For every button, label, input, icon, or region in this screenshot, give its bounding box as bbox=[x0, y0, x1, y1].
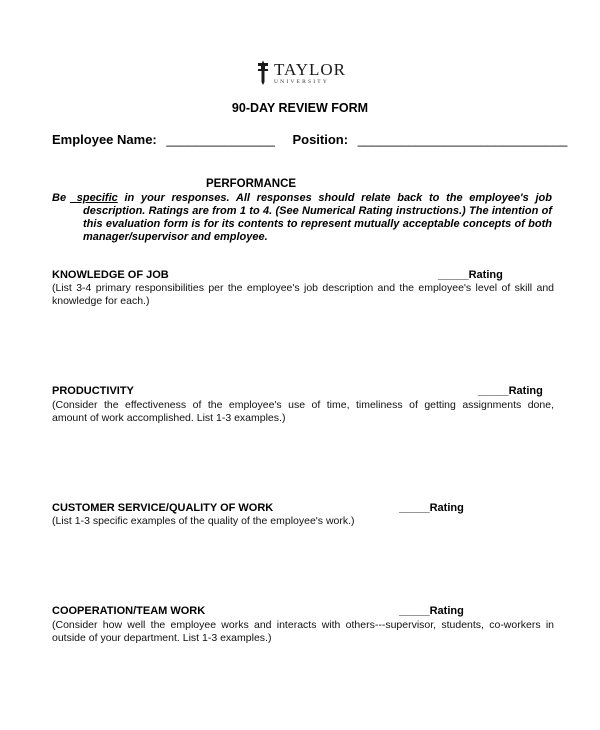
rating-blank-knowledge[interactable]: _____ bbox=[438, 269, 469, 281]
section-title-customer-service: CUSTOMER SERVICE/QUALITY OF WORK bbox=[52, 502, 274, 514]
rating-productivity bbox=[478, 385, 543, 397]
rating-customer-service bbox=[399, 502, 464, 514]
rating-label: Rating bbox=[468, 269, 503, 281]
taylor-university-logo bbox=[256, 58, 346, 88]
section-title-knowledge: KNOWLEDGE OF JOB bbox=[52, 269, 169, 281]
desc-line: (List 3-4 primary responsibilities per the employee's job description and the employee's level of skill and bbox=[52, 282, 554, 294]
position-field[interactable]: _____________________________ bbox=[357, 132, 568, 147]
instructions-be: Be bbox=[52, 192, 67, 204]
instructions-line1: in your responses. All responses should relate back to the employee's job bbox=[124, 192, 552, 204]
section-desc-productivity bbox=[52, 399, 554, 425]
desc-line: knowledge for each.) bbox=[52, 295, 150, 307]
rating-cooperation bbox=[399, 605, 464, 617]
rating-blank-productivity[interactable]: _____ bbox=[478, 385, 509, 397]
instructions-specific: specific bbox=[76, 192, 118, 204]
rating-blank-customer-service[interactable]: _____ bbox=[399, 502, 430, 514]
employee-name-label: Employee Name: bbox=[52, 132, 157, 147]
section-title-cooperation: COOPERATION/TEAM WORK bbox=[52, 605, 206, 617]
logo-subtitle: UNIVERSITY bbox=[274, 78, 329, 85]
logo-name: TAYLOR bbox=[274, 59, 347, 79]
form-title: 90-DAY REVIEW FORM bbox=[231, 101, 369, 115]
performance-heading: PERFORMANCE bbox=[206, 178, 297, 190]
desc-line: (Consider how well the employee works and interacts with others---supervisor, students, co-workers in bbox=[52, 619, 554, 631]
position-label: Position: bbox=[292, 132, 349, 147]
employee-row bbox=[52, 132, 567, 147]
instructions-line3: this evaluation form is for its contents to represent mutually acceptable concepts of both bbox=[83, 218, 552, 230]
rating-label: Rating bbox=[429, 502, 464, 514]
section-desc-customer-service bbox=[52, 515, 554, 528]
desc-line: outside of your department. List 1-3 examples.) bbox=[52, 632, 272, 644]
instructions-line4: manager/supervisor and employee. bbox=[83, 231, 268, 243]
instructions-paragraph bbox=[52, 192, 552, 244]
torch-crest-icon bbox=[256, 60, 270, 86]
rating-label: Rating bbox=[508, 385, 543, 397]
section-title-productivity: PRODUCTIVITY bbox=[52, 385, 134, 397]
instructions-line2: description. Ratings are from 1 to 4. (See Numerical Rating instructions.) The intention of bbox=[83, 205, 552, 217]
rating-knowledge bbox=[438, 269, 503, 281]
employee-name-field[interactable]: _______________ bbox=[166, 132, 275, 147]
desc-line: amount of work accomplished. List 1-3 examples.) bbox=[52, 412, 286, 424]
desc-line: (List 1-3 specific examples of the quality of the employee's work.) bbox=[52, 515, 355, 527]
desc-line: (Consider the effectiveness of the employee's use of time, timeliness of getting assignments done, bbox=[52, 399, 554, 411]
rating-label: Rating bbox=[429, 605, 464, 617]
rating-blank-cooperation[interactable]: _____ bbox=[399, 605, 430, 617]
section-desc-cooperation bbox=[52, 619, 554, 645]
section-desc-knowledge bbox=[52, 282, 554, 308]
